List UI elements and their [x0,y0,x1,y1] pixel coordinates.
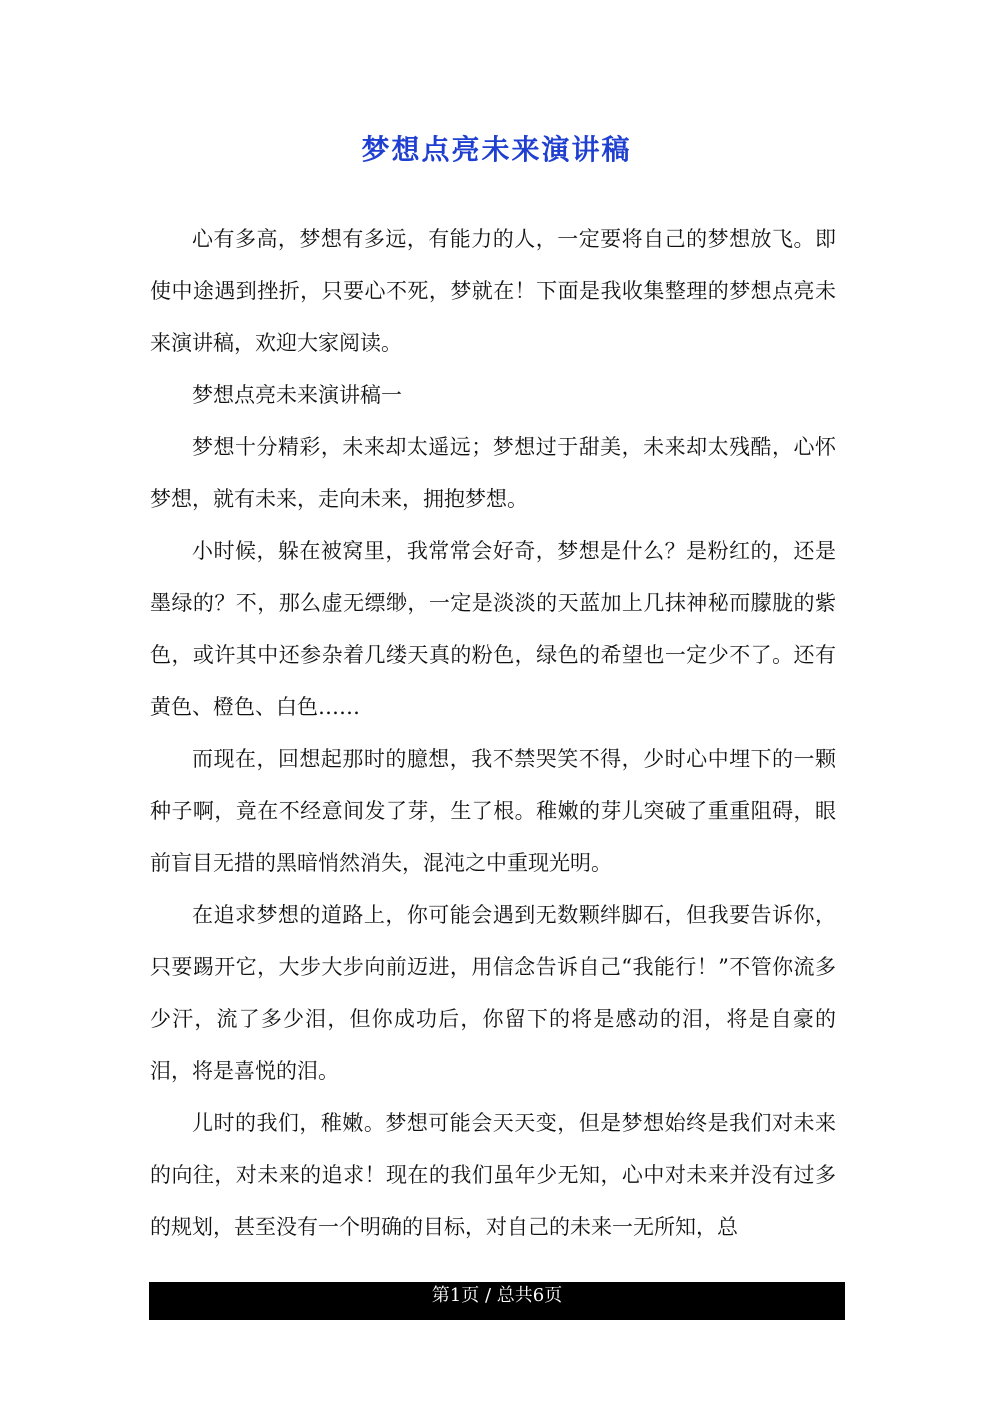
page-number: 第1页 / 总共6页 [431,1285,563,1306]
paragraph: 而现在，回想起那时的臆想，我不禁哭笑不得，少时心中埋下的一颗种子啊，竟在不经意间发了芽，生了根。稚嫩的芽儿突破了重重阻碍，眼前盲目无措的黑暗悄然消失，混沌之中重现光明。 [150,747,836,875]
paragraph: 儿时的我们，稚嫩。梦想可能会天天变，但是梦想始终是我们对未来的向往，对未来的追求！现在的我们虽年少无知，心中对未来并没有过多的规划，甚至没有一个明确的目标，对自己的未来一无所知，总 [150,1111,836,1239]
paragraph-section-heading: 梦想点亮未来演讲稿一 [192,383,402,407]
document-body [150,213,836,1253]
paragraph: 梦想十分精彩，未来却太遥远；梦想过于甜美，未来却太残酷，心怀梦想，就有未来，走向未来，拥抱梦想。 [150,435,836,511]
paragraph: 在追求梦想的道路上，你可能会遇到无数颗绊脚石，但我要告诉你，只要踢开它，大步大步向前迈进，用信念告诉自己“我能行！”不管你流多少汗，流了多少泪，但你成功后，你留下的将是感动的泪，将是自豪的泪，将是喜悦的泪。 [150,903,836,1083]
paragraph: 小时候，躲在被窝里，我常常会好奇，梦想是什么？是粉红的，还是墨绿的？不，那么虚无缥缈，一定是淡淡的天蓝加上几抹神秘而朦胧的紫色，或许其中还参杂着几缕天真的粉色，绿色的希望也一定少不了。还有黄色、橙色、白色…… [150,539,836,719]
paragraph-intro: 心有多高，梦想有多远，有能力的人，一定要将自己的梦想放飞。即使中途遇到挫折，只要心不死，梦就在！下面是我收集整理的梦想点亮未来演讲稿，欢迎大家阅读。 [150,227,836,355]
page-footer [149,1282,845,1320]
document-title: 梦想点亮未来演讲稿 [361,133,632,166]
